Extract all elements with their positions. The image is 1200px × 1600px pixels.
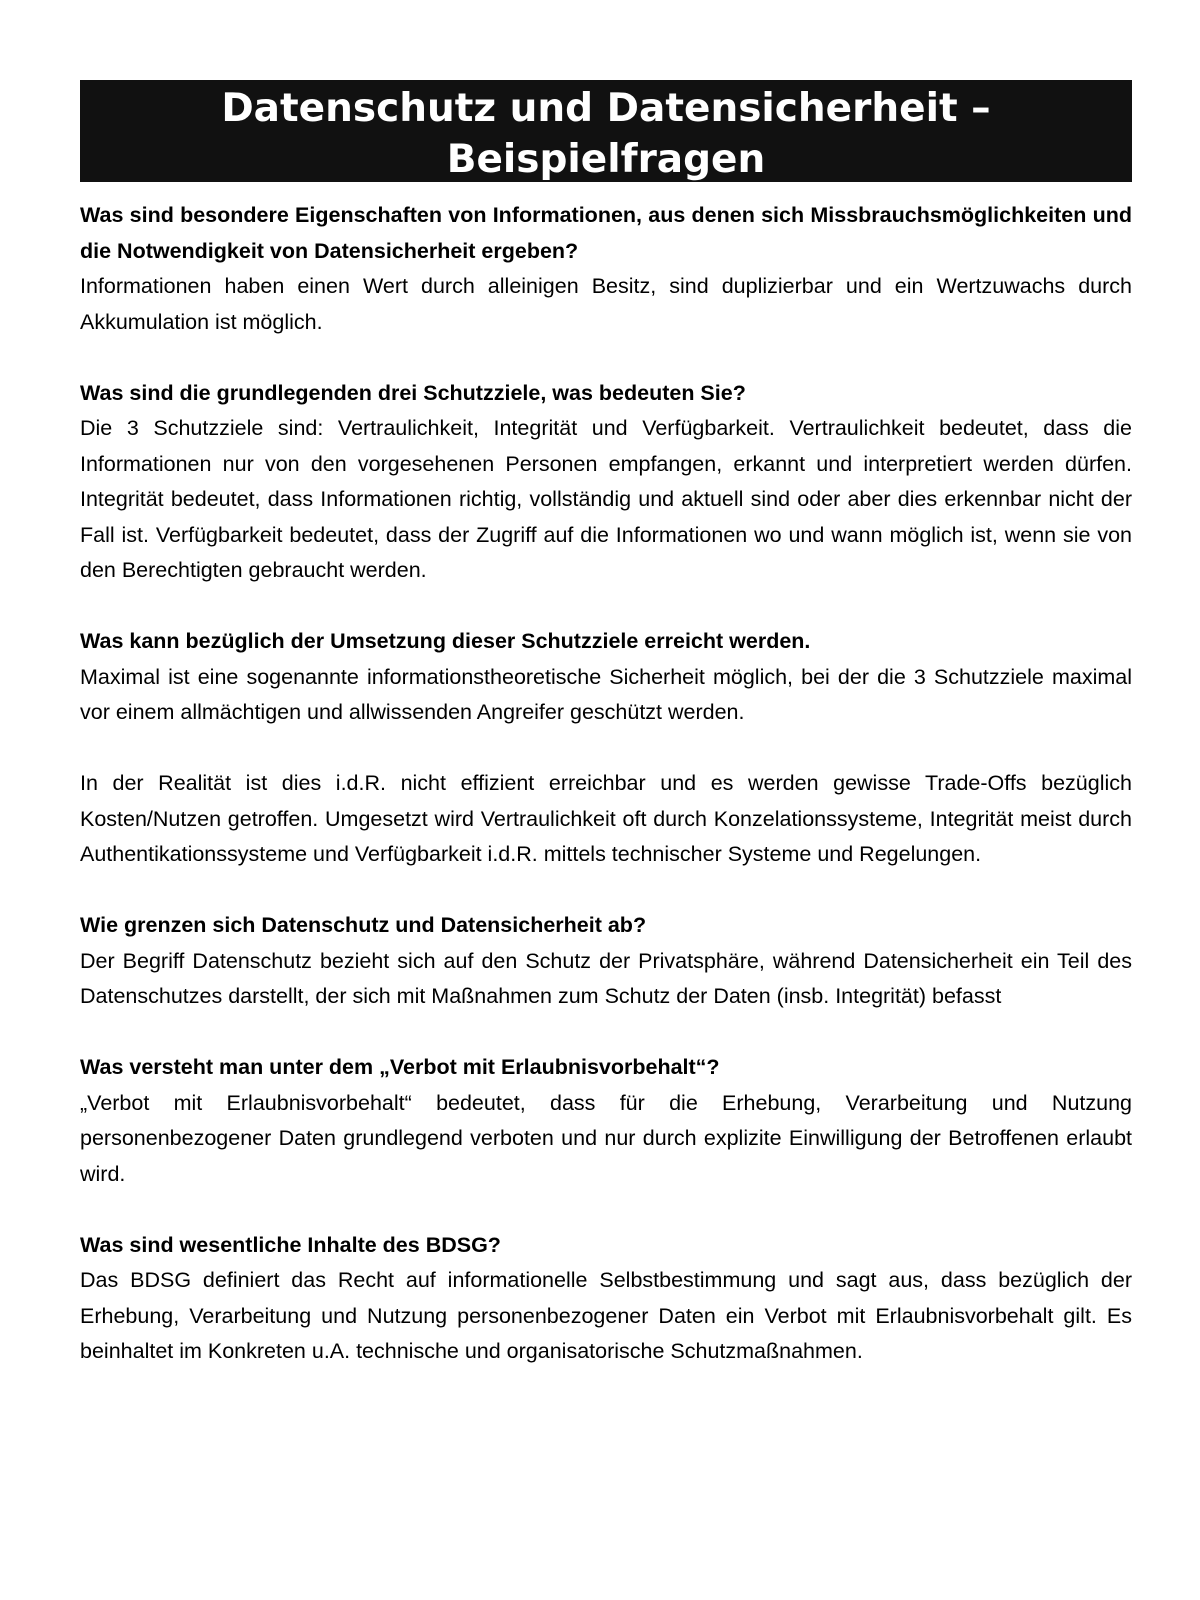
qa-section-1 xyxy=(80,198,1132,340)
qa-section-5 xyxy=(80,1050,1132,1192)
document-title-line-2: Beispielfragen xyxy=(446,137,766,182)
answer-paragraph: Das BDSG definiert das Recht auf informationelle Selbstbestimmung und sagt aus, dass bezüglich der Erhebung, Verarbeitung und Nutzung personenbezogener Daten ein Verbot mit Erlaubnisvorbehalt gilt. Es beinhaltet im Konkreten u.A. technische und organisatorische Schutzmaßnahmen. xyxy=(80,1268,1132,1363)
answer-paragraph: Maximal ist eine sogenannte informationstheoretische Sicherheit möglich, bei der die 3 Schutzziele maximal vor einem allmächtigen und allwissenden Angreifer geschützt werden. xyxy=(80,664,1132,724)
qa-section-4 xyxy=(80,908,1132,1015)
answer-paragraph: Der Begriff Datenschutz bezieht sich auf den Schutz der Privatsphäre, während Datensicherheit ein Teil des Datenschutzes darstellt, der sich mit Maßnahmen zum Schutz der Daten (insb. Integrität) befasst xyxy=(80,948,1132,1008)
question-heading: Was sind wesentliche Inhalte des BDSG? xyxy=(80,1232,501,1257)
question-heading: Was versteht man unter dem „Verbot mit Erlaubnisvorbehalt“? xyxy=(80,1055,720,1079)
answer-paragraph: In der Realität ist dies i.d.R. nicht effizient erreichbar und es werden gewisse Trade-Offs bezüglich Kosten/Nutzen getroffen. Umgesetzt wird Vertraulichkeit oft durch Konzelationssysteme, Integrität meist durch Authentikationssysteme und Verfügbarkeit i.d.R. mittels technischer Systeme und Regelungen. xyxy=(80,771,1132,866)
document-page xyxy=(80,80,1132,1405)
answer-paragraph: Informationen haben einen Wert durch alleinigen Besitz, sind duplizierbar und ein Wertzuwachs durch Akkumulation ist möglich. xyxy=(80,274,1132,334)
question-heading: Was sind die grundlegenden drei Schutzziele, was bedeuten Sie? xyxy=(80,380,746,405)
answer-paragraph: „Verbot mit Erlaubnisvorbehalt“ bedeutet, dass für die Erhebung, Verarbeitung und Nutzung personenbezogener Daten grundlegend verboten und nur durch explizite Einwilligung der Betroffenen erlaubt wird. xyxy=(80,1090,1132,1186)
question-heading: Was kann bezüglich der Umsetzung dieser Schutzziele erreicht werden. xyxy=(80,629,811,653)
question-heading: Was sind besondere Eigenschaften von Informationen, aus denen sich Missbrauchsmöglichkeiten und die Notwendigkeit von Datensicherheit ergeben? xyxy=(80,203,1132,263)
question-heading: Wie grenzen sich Datenschutz und Datensicherheit ab? xyxy=(80,913,647,937)
qa-section-6 xyxy=(80,1228,1132,1370)
qa-section-3 xyxy=(80,624,1132,873)
answer-paragraph: Die 3 Schutzziele sind: Vertraulichkeit, Integrität und Verfügbarkeit. Vertraulichkeit bedeutet, dass die Informationen nur von den vorgesehenen Personen empfangen, erkannt und interpretiert werden dürfen. Integrität bedeutet, dass Informationen richtig, vollständig und aktuell sind oder aber dies erkennbar nicht der Fall ist. Verfügbarkeit bedeutet, dass der Zugriff auf die Informationen wo und wann möglich ist, wenn sie von den Berechtigten gebraucht werden. xyxy=(80,416,1132,582)
document-title-line-1: Datenschutz und Datensicherheit – xyxy=(221,86,991,131)
document-body xyxy=(80,198,1132,1370)
document-title-banner xyxy=(80,80,1132,182)
qa-section-2 xyxy=(80,376,1132,589)
